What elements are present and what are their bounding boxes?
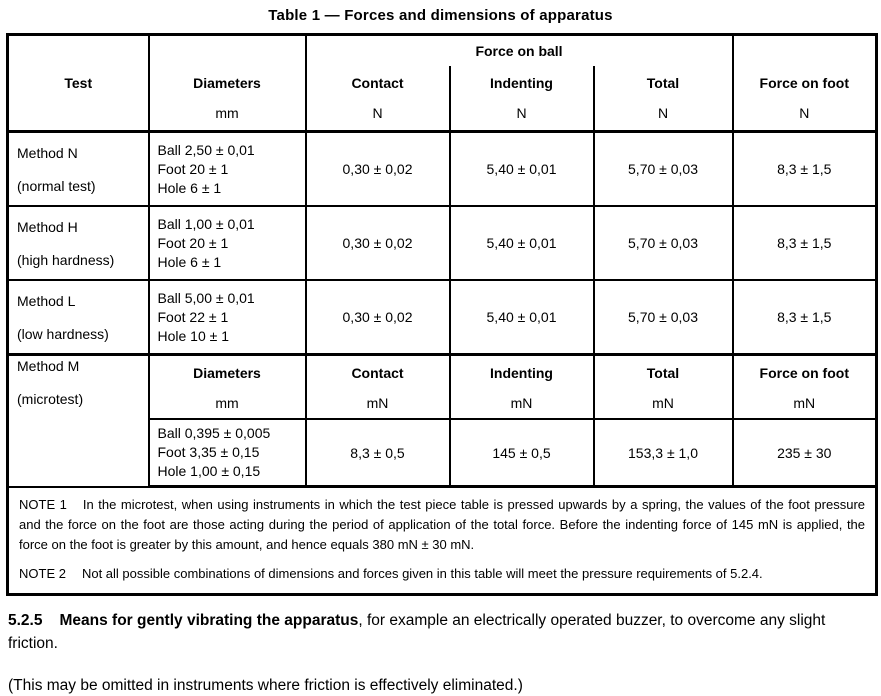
forces-dimensions-table <box>6 33 878 596</box>
method-m-sub: (microtest) <box>17 391 84 407</box>
header-indenting <box>450 66 594 132</box>
header-contact <box>306 66 450 132</box>
micro-indenting-unit: mN <box>510 395 533 411</box>
diameter-line: Foot 20 ± 1 <box>157 160 229 177</box>
header-diameters-label: Diameters <box>193 75 261 91</box>
diameter-line: Hole 6 ± 1 <box>157 253 222 270</box>
notes-cell <box>8 487 877 595</box>
method-h-total: 5,70 ± 0,03 <box>594 206 733 280</box>
header-diameters-top <box>149 35 306 67</box>
header-force-on-ball: Force on ball <box>306 35 733 67</box>
note-1-text: In the microtest, when using instruments in which the test piece table is pressed upwards by a spring, the values of the foot pressure and the force on the foot are those acting during the period of application of the total force. Before the indenting force of 145 mN is applied, the force on the foot is greater by this amount, and hence equals 380 mN ± 30 mN. <box>19 497 866 552</box>
method-m-name: Method M <box>17 358 80 374</box>
diameter-line: Foot 20 ± 1 <box>157 234 229 251</box>
method-n-name: Method N <box>17 144 78 161</box>
table-row-method-m-subheader <box>8 355 877 420</box>
diameter-line: Ball 1,00 ± 0,01 <box>157 215 255 232</box>
diameter-line: Ball 0,395 ± 0,005 <box>157 425 271 441</box>
method-m-indenting: 145 ± 0,5 <box>450 419 594 487</box>
micro-total-label: Total <box>646 365 680 381</box>
micro-contact-label: Contact <box>351 365 404 381</box>
method-n-sub: (normal test) <box>17 177 96 194</box>
header-total-unit: N <box>657 105 669 121</box>
micro-foot-label: Force on foot <box>759 365 849 381</box>
header-foot-top <box>733 35 877 67</box>
diameter-line: Foot 22 ± 1 <box>157 308 229 325</box>
method-m-cell <box>8 355 149 487</box>
table-row-notes <box>8 487 877 595</box>
diameter-line: Hole 1,00 ± 0,15 <box>157 463 261 479</box>
header-total-label: Total <box>646 75 680 91</box>
header-row-span <box>8 35 877 67</box>
micro-header-diameters <box>149 355 306 420</box>
header-diameters-unit: mm <box>215 105 239 121</box>
method-n-indenting: 5,40 ± 0,01 <box>450 132 594 207</box>
micro-header-total <box>594 355 733 420</box>
method-h-name: Method H <box>17 218 78 235</box>
micro-diameters-unit: mm <box>215 395 239 411</box>
micro-header-contact <box>306 355 450 420</box>
header-test <box>8 66 149 132</box>
header-indenting-unit: N <box>516 105 527 121</box>
table-row-method-n <box>8 132 877 207</box>
note-1 <box>19 495 865 555</box>
diameter-line: Ball 5,00 ± 0,01 <box>157 289 255 306</box>
method-l-sub: (low hardness) <box>17 325 109 342</box>
header-indenting-label: Indenting <box>490 75 553 91</box>
diameter-line: Hole 10 ± 1 <box>157 327 230 344</box>
header-test-top <box>8 35 149 67</box>
note-2 <box>19 564 865 584</box>
method-l-total: 5,70 ± 0,03 <box>594 280 733 355</box>
method-n-total: 5,70 ± 0,03 <box>594 132 733 207</box>
method-m-total: 153,3 ± 1,0 <box>594 419 733 487</box>
header-test-label: Test <box>64 75 93 91</box>
method-n-foot: 8,3 ± 1,5 <box>733 132 877 207</box>
diameter-line: Ball 2,50 ± 0,01 <box>157 141 255 158</box>
micro-total-unit: mN <box>652 395 674 411</box>
header-diameters <box>149 66 306 132</box>
micro-header-indenting <box>450 355 594 420</box>
header-foot-unit: N <box>799 105 810 121</box>
method-m-contact: 8,3 ± 0,5 <box>306 419 450 487</box>
clause-number: 5.2.5 <box>8 612 43 629</box>
method-m-foot: 235 ± 30 <box>733 419 877 487</box>
micro-header-foot <box>733 355 877 420</box>
method-n-cell <box>8 132 149 207</box>
method-h-foot: 8,3 ± 1,5 <box>733 206 877 280</box>
method-n-diameters <box>149 132 306 207</box>
method-h-indenting: 5,40 ± 0,01 <box>450 206 594 280</box>
clause-parenthetical: (This may be omitted in instruments where friction is effectively eliminated.) <box>8 677 523 694</box>
method-n-contact: 0,30 ± 0,02 <box>306 132 450 207</box>
header-row-labels <box>8 66 877 132</box>
method-l-diameters <box>149 280 306 355</box>
micro-diameters-label: Diameters <box>193 365 261 381</box>
clause-paragraph <box>8 609 874 655</box>
header-foot <box>733 66 877 132</box>
header-total <box>594 66 733 132</box>
diameter-line: Foot 3,35 ± 0,15 <box>157 444 260 460</box>
micro-indenting-label: Indenting <box>490 365 553 381</box>
method-m-diameters <box>149 419 306 487</box>
method-h-sub: (high hardness) <box>17 251 115 268</box>
header-contact-label: Contact <box>351 75 404 91</box>
note-2-text: Not all possible combinations of dimensions and forces given in this table will meet the pressure requirements of 5.2.4. <box>81 566 763 581</box>
clause-5-2-5 <box>8 609 874 696</box>
method-l-indenting: 5,40 ± 0,01 <box>450 280 594 355</box>
micro-foot-unit: mN <box>793 395 816 411</box>
note-1-label: NOTE 1 <box>19 497 67 512</box>
header-contact-unit: N <box>372 105 383 121</box>
table-row-method-h <box>8 206 877 280</box>
method-l-cell <box>8 280 149 355</box>
method-l-contact: 0,30 ± 0,02 <box>306 280 450 355</box>
method-l-name: Method L <box>17 292 76 309</box>
clause-bold-title: Means for gently vibrating the apparatus <box>59 612 359 629</box>
header-foot-label: Force on foot <box>759 75 849 91</box>
method-h-contact: 0,30 ± 0,02 <box>306 206 450 280</box>
note-2-label: NOTE 2 <box>19 566 66 581</box>
table-title: Table 1 — Forces and dimensions of apparatus <box>268 7 613 24</box>
micro-contact-unit: mN <box>366 395 389 411</box>
method-h-cell <box>8 206 149 280</box>
clause-rest-text: , for example an electrically operated buzzer, to overcome any slight friction. <box>8 612 826 652</box>
method-l-foot: 8,3 ± 1,5 <box>733 280 877 355</box>
method-h-diameters <box>149 206 306 280</box>
table-row-method-l <box>8 280 877 355</box>
diameter-line: Hole 6 ± 1 <box>157 179 222 196</box>
